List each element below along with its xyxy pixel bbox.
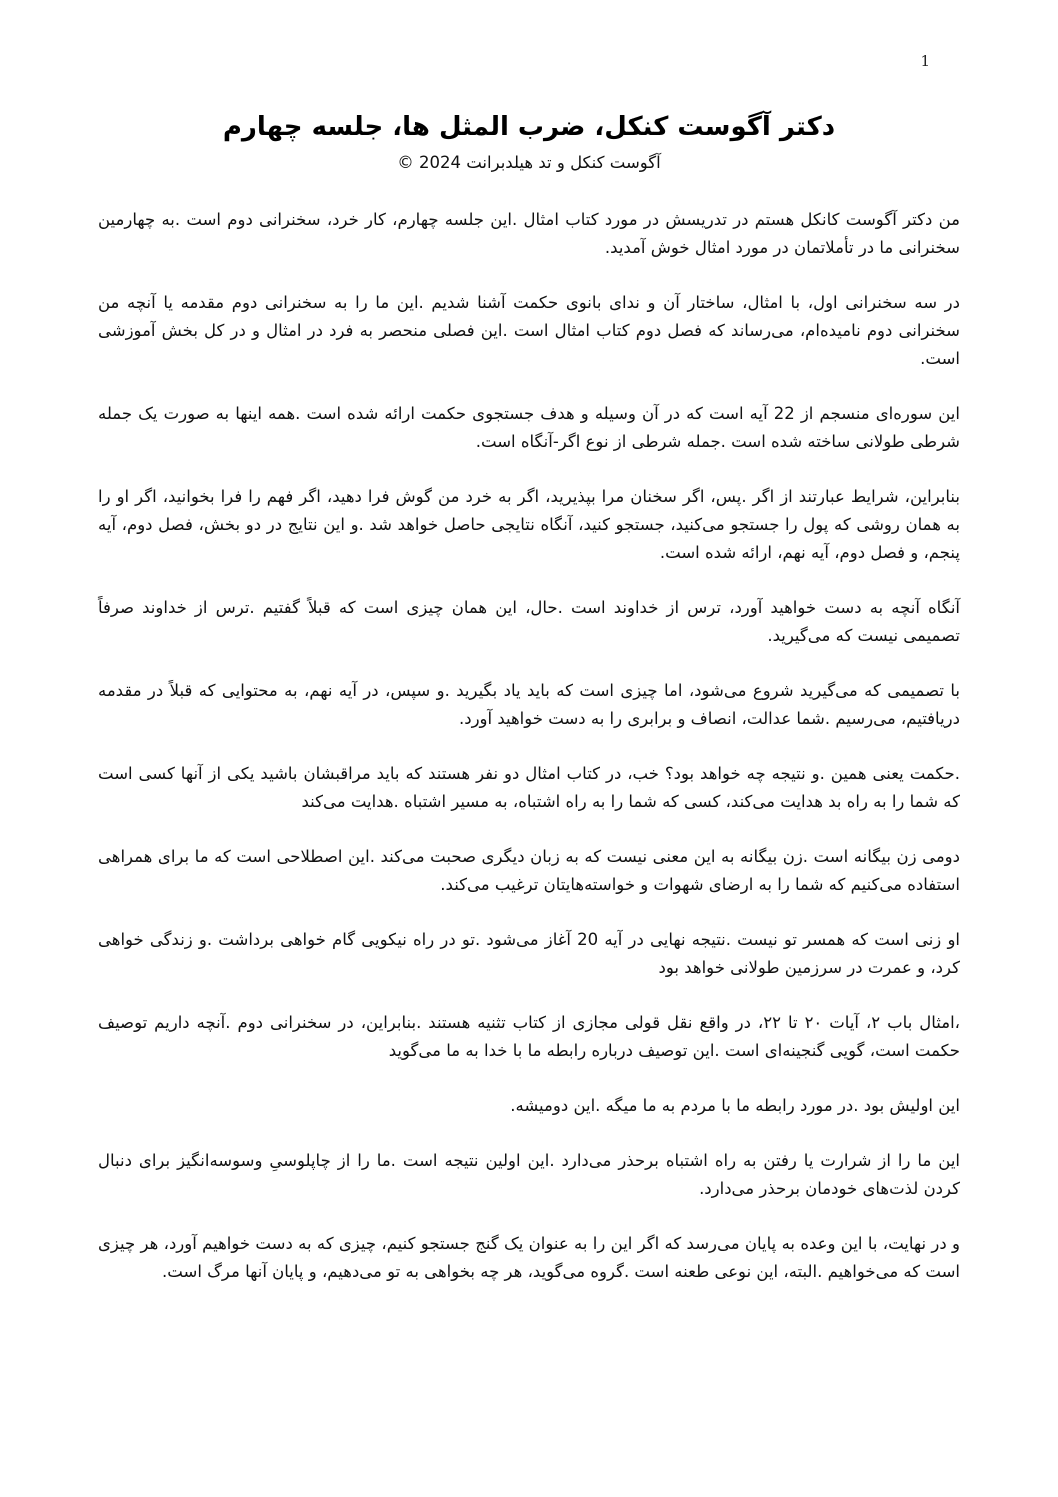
paragraph-9: او زنی است که همسر تو نیست .نتیجه نهایی در آیه 20 آغاز می‌شود .تو در راه نیکویی گام خواهی برداشت .و زندگی خواهی کرد، و عمرت در سرزمین طولانی خواهد بود	[98, 930, 960, 978]
paragraph-13: و در نهایت، با این وعده به پایان می‌رسد که اگر این را به عنوان یک گنج جستجو کنیم، چیزی که به دست خواهیم آورد، هر چیزی است که می‌خواهیم .البته، این نوعی طعنه است .گروه می‌گوید، هر چه بخواهی به تو می‌دهیم، و پایان آنها مرگ است.	[98, 1234, 960, 1282]
page-number: 1	[920, 52, 930, 70]
paragraph-12: این ما را از شرارت یا رفتن به راه اشتباه برحذر می‌دارد .این اولین نتیجه است .ما را از چاپلوسیِ وسوسه‌انگیز برای دنبال کردن لذت‌های خودمان برحذر می‌دارد.	[98, 1151, 960, 1199]
document-title: دکتر آگوست کنکل، ضرب المثل ها، جلسه چهارم	[222, 112, 836, 142]
document-body	[98, 110, 960, 1286]
paragraph-1: من دکتر آگوست کانکل هستم در تدریسش در مورد کتاب امثال .این جلسه چهارم، کار خرد، سخنرانی دوم است .به چهارمین سخنرانی ما در تأملاتمان در مورد امثال خوش آمدید.	[98, 210, 960, 258]
paragraph-4: بنابراین، شرایط عبارتند از اگر .پس، اگر سخنان مرا بپذیرید، اگر به خرد من گوش فرا دهید، اگر فهم را فرا بخوانید، اگر او را به همان روشی که پول را جستجو می‌کنید، جستجو کنید، آنگاه نتایجی حاصل خواهد شد .و این نتایج در دو بخش، فصل دوم، آیه پنجم، و فصل دوم، آیه نهم، ارائه شده است.	[98, 487, 960, 563]
paragraph-11: این اولیش بود .در مورد رابطه ما با مردم به ما میگه .این دومیشه.	[510, 1096, 960, 1116]
paragraph-10: ،امثال باب ۲، آیات ۲۰ تا ۲۲، در واقع نقل قولی مجازی از کتاب تثنیه هستند .بنابراین، در سخنرانی دوم .آنچه داریم توصیف حکمت است، گویی گنجینه‌ای است .این توصیف درباره رابطه ما با خدا به ما می‌گوید	[98, 1013, 961, 1061]
paragraph-6: با تصمیمی که می‌گیرید شروع می‌شود، اما چیزی است که باید یاد بگیرید .و سپس، در آیه نهم، به محتوایی که قبلاً در مقدمه دریافتیم، می‌رسیم .شما عدالت، انصاف و برابری را به دست خواهید آورد.	[98, 681, 960, 729]
paragraph-3: این سوره‌ای منسجم از 22 آیه است که در آن وسیله و هدف جستجوی حکمت ارائه شده است .همه اینها به صورت یک جمله شرطی طولانی ساخته شده است .جمله شرطی از نوع اگر-آنگاه است.	[98, 404, 960, 452]
document-byline: آگوست کنکل و تد هیلدبرانت 2024 ©	[397, 153, 661, 173]
paragraph-2: در سه سخنرانی اول، با امثال، ساختار آن و ندای بانوی حکمت آشنا شدیم .این ما را به سخنرانی دوم مقدمه یا آنچه من سخنرانی دوم نامیده‌ام، می‌رساند که فصل دوم کتاب امثال است .این فصلی منحصر به فرد در امثال و در کل بخش آموزشی است.	[98, 293, 960, 369]
paragraph-7: .حکمت یعنی همین .و نتیجه چه خواهد بود؟ خب، در کتاب امثال دو نفر هستند که باید مراقبشان باشید یکی از آنها کسی است که شما را به راه بد هدایت می‌کند، کسی که شما را به راه اشتباه، به مسیر اشتباه .هدایت می‌کند	[98, 764, 960, 812]
paragraph-5: آنگاه آنچه به دست خواهید آورد، ترس از خداوند است .حال، این همان چیزی است که قبلاً گفتیم .ترس از خداوند صرفاً تصمیمی نیست که می‌گیرید.	[98, 598, 960, 646]
paragraph-8: دومی زن بیگانه است .زن بیگانه به این معنی نیست که به زبان دیگری صحبت می‌کند .این اصطلاحی است که ما برای همراهی استفاده می‌کنیم که شما را به ارضای شهوات و خواسته‌هایتان ترغیب می‌کند.	[98, 847, 960, 895]
